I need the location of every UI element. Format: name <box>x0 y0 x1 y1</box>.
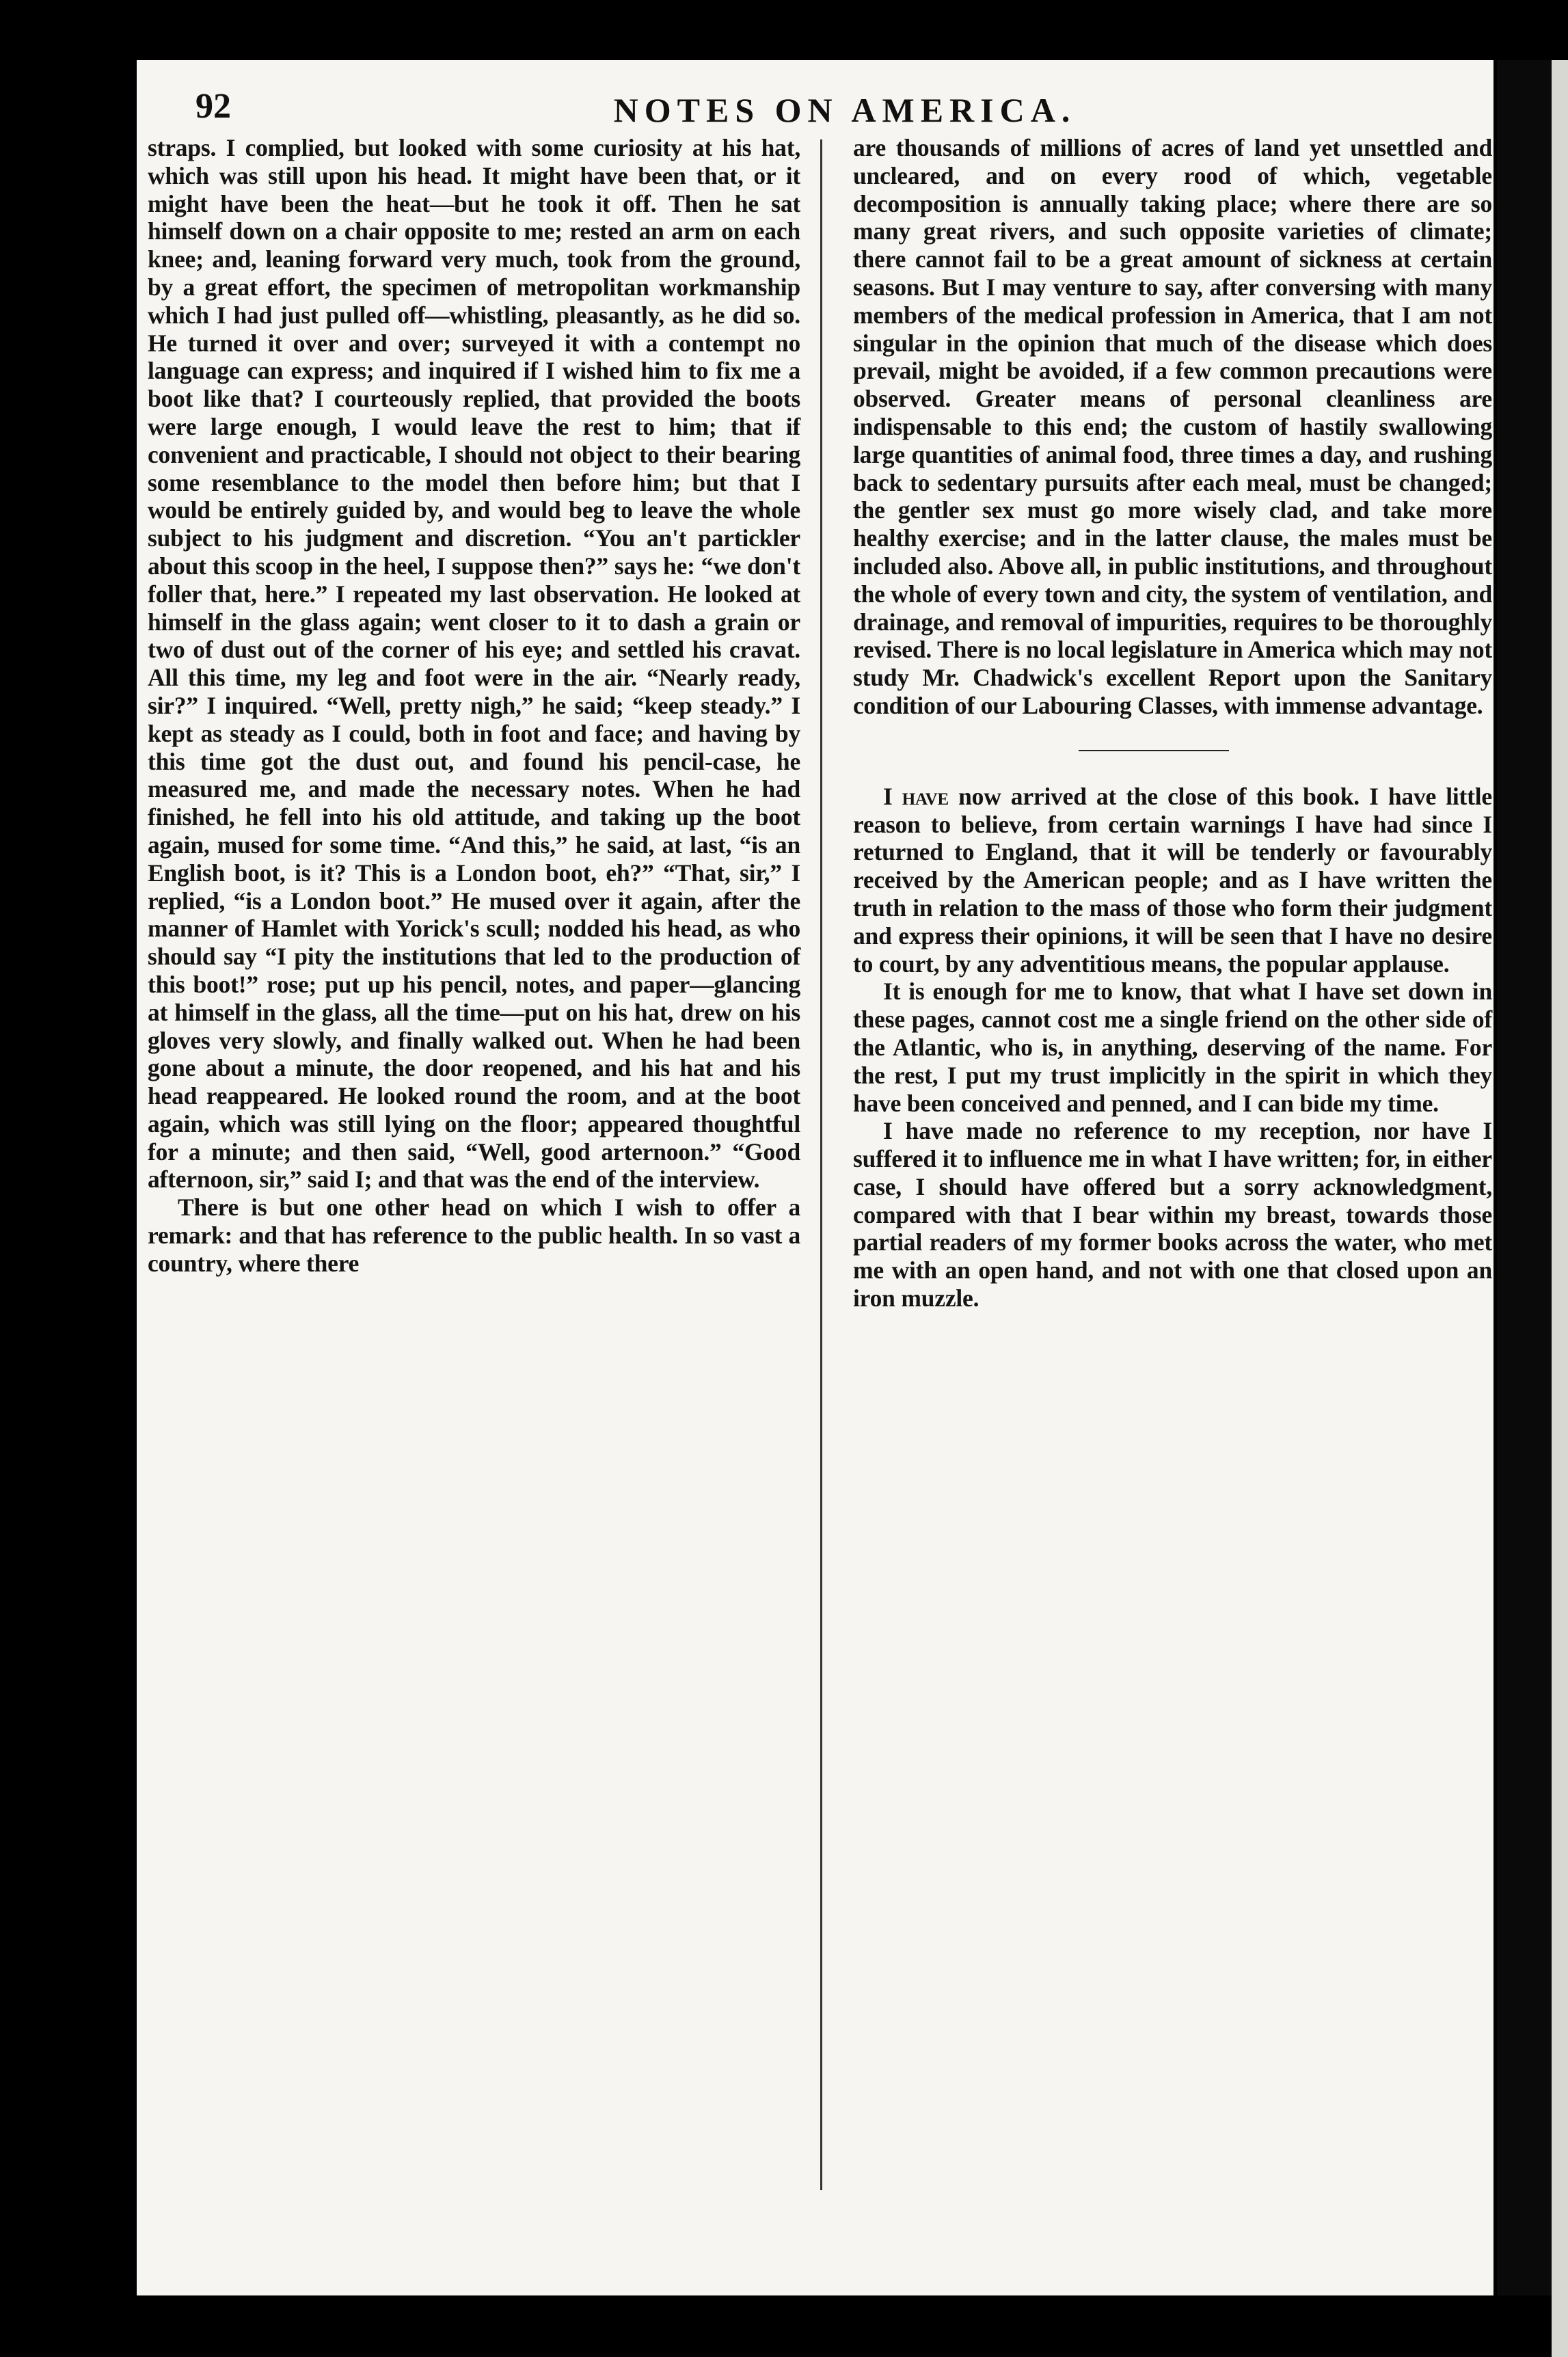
running-head: NOTES ON AMERICA. <box>613 91 1077 129</box>
left-paragraph-2: There is but one other head on which I wish to offer a remark: and that has reference to the public health. In so vast a country, where there <box>148 1194 800 1277</box>
section-break <box>853 733 1492 768</box>
closing-lead-words: I have <box>883 782 949 810</box>
left-paragraph-1: straps. I complied, but looked with some curiosity at his hat, which was still upon his head. It might have been that, or it might have been the heat—but he took it off. Then he sat himself down on a chair opposite to me; rested an arm on each knee; and, leaning forward very much, took from the ground, by a great effort, the specimen of metropolitan workmanship which I had just pulled off—whistling, pleasantly, as he did so. He turned it over and over; surveyed it with a contempt no language can express; and inquired if I wished him to fix me a boot like that? I courteously replied, that provided the boots were large enough, I would leave the rest to him; that if convenient and practicable, I should not object to their bearing some resemblance to the model then before him; but that I would be entirely guided by, and would beg to leave the whole subject to his judgment and discretion. “You an't partickler about this scoop in the heel, I suppose then?” says he: “we don't foller that, here.” I repeated my last observation. He looked at himself in the glass again; went closer to it to dash a grain or two of dust out of the corner of his eye; and settled his cravat. All this time, my leg and foot were in the air. “Nearly ready, sir?” I inquired. “Well, pretty nigh,” he said; “keep steady.” I kept as steady as I could, both in foot and face; and having by this time got the dust out, and found his pencil-case, he measured me, and made the necessary notes. When he had finished, he fell into his old attitude, and taking up the boot again, mused for some time. “And this,” he said, at last, “is an English boot, is it? This is a London boot, eh?” “That, sir,” I replied, “is a London boot.” He mused over it again, after the manner of Hamlet with Yorick's scull; nodded his head, as who should say “I pity the institutions that led to the production of this boot!” rose; put up his pencil, notes, and paper—glancing at himself in the glass, all the time—put on his hat, drew on his gloves very slowly, and finally walked out. When he had been gone about a minute, the door reopened, and his hat and his head reappeared. He looked round the room, and at the boot again, which was still lying on the floor; appeared thoughtful for a minute; and then said, “Well, good arternoon.” “Good afternoon, sir,” said I; and that was the end of the interview. <box>148 134 800 1194</box>
page-number: 92 <box>195 87 231 126</box>
closing-paragraph-2: It is enough for me to know, that what I have set down in these pages, cannot cost me a single friend on the other side of the Atlantic, who is, in anything, deserving of the name. For the rest, I put my trust implicitly in the spirit in which they have been conceived and penned, and I can bide my time. <box>853 978 1492 1117</box>
column-divider <box>820 139 822 2190</box>
closing-paragraph-1 <box>853 783 1492 978</box>
section-rule <box>1079 750 1229 751</box>
closing-paragraph-3: I have made no reference to my reception, nor have I suffered it to influence me in what I have written; for, in either case, I should have offered but a sorry acknowledgment, compared with that I bear within my breast, towards those partial readers of my former books across the water, who met me with an open hand, and not with one that closed upon an iron muzzle. <box>853 1117 1492 1312</box>
left-column <box>148 134 800 1278</box>
closing-paragraph-1-text: now arrived at the close of this book. I have little reason to believe, from certain warnings I have had since I returned to England, that it will be tenderly or favourably received by the American people; and as I have written the truth in relation to the mass of those who form their judgment and express their opinions, it will be seen that I have no desire to court, by any adventitious means, the popular applause. <box>853 782 1492 978</box>
adjacent-page-edge <box>1552 60 1568 2357</box>
right-paragraph-1: are thousands of millions of acres of land yet unsettled and uncleared, and on every rood of which, vegetable decomposition is annually taking place; where there are so many great rivers, and such opposite varieties of climate; there cannot fail to be a great amount of sickness at certain seasons. But I may venture to say, after conversing with many members of the medical profession in America, that I am not singular in the opinion that much of the disease which does prevail, might be avoided, if a few common precautions were observed. Greater means of personal cleanliness are indispensable to this end; the custom of hastily swallowing large quantities of animal food, three times a day, and rushing back to sedentary pursuits after each meal, must be changed; the gentler sex must go more wisely clad, and take more healthy exercise; and in the latter clause, the males must be included also. Above all, in public institutions, and throughout the whole of every town and city, the system of ventilation, and drainage, and removal of impurities, requires to be thoroughly revised. There is no local legislature in America which may not study Mr. Chadwick's excellent Report upon the Sanitary condition of our Labouring Classes, with immense advantage. <box>853 134 1492 719</box>
book-page <box>137 60 1493 2295</box>
right-column <box>853 134 1492 1312</box>
